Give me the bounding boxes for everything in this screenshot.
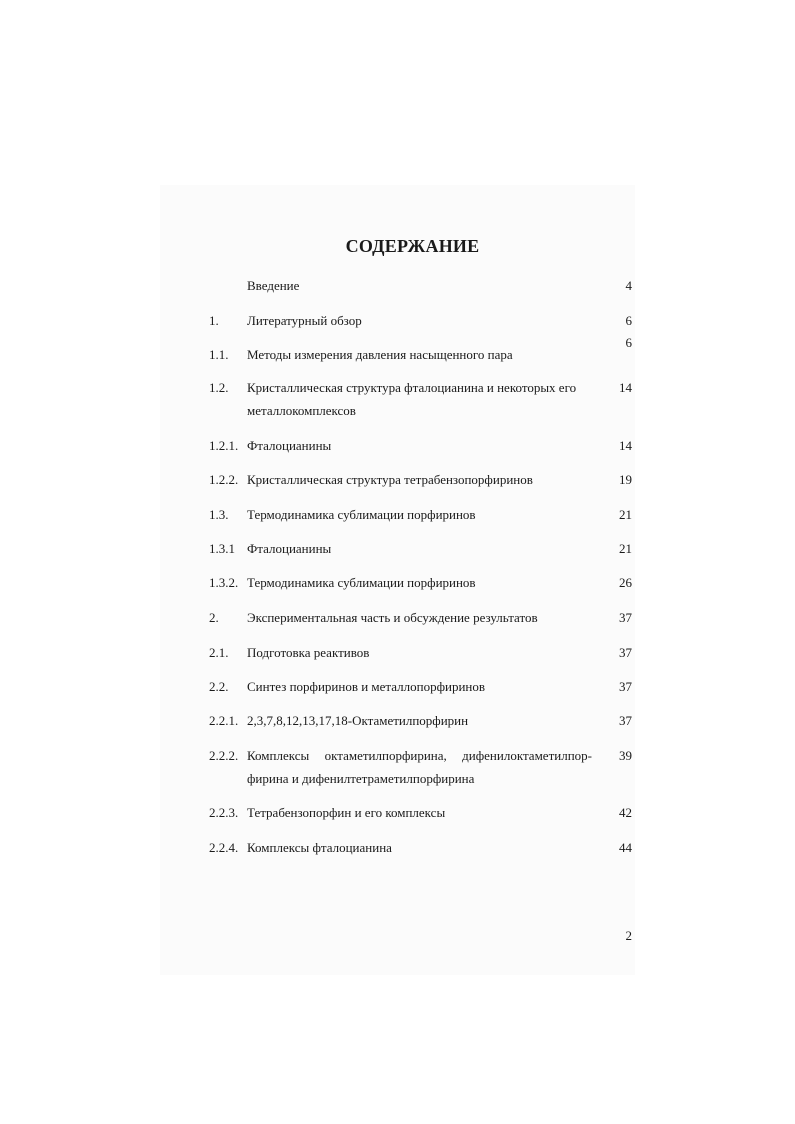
toc-entry-number: 1.2.1. bbox=[209, 438, 239, 453]
toc-entry-number: 1. bbox=[209, 313, 219, 328]
toc-entry-number: 2. bbox=[209, 610, 219, 625]
toc-entry-page: 21 bbox=[619, 541, 632, 556]
toc-entry-number: 1.1. bbox=[209, 347, 229, 362]
toc-entry-title bbox=[247, 606, 592, 629]
toc-entry-number: 2.1. bbox=[209, 645, 229, 660]
toc-entry-page: 4 bbox=[625, 278, 632, 293]
toc-entry-page: 37 bbox=[619, 645, 632, 660]
toc-entry-title bbox=[247, 571, 592, 594]
toc-entry-title-line: Термодинамика сублимации порфиринов bbox=[247, 575, 476, 590]
toc-entry-title bbox=[247, 376, 592, 422]
toc-entry-page: 39 bbox=[619, 748, 632, 763]
page-title: СОДЕРЖАНИЕ bbox=[345, 236, 480, 256]
toc-entry-page: 19 bbox=[619, 472, 632, 487]
toc-entry-title bbox=[247, 836, 592, 859]
toc-entry-title bbox=[247, 309, 592, 332]
toc-entry-page: 42 bbox=[619, 805, 632, 820]
toc-entry-title bbox=[247, 537, 592, 560]
toc-entry-title-line: Комплексы фталоцианина bbox=[247, 840, 392, 855]
toc-entry-title-line: Кристаллическая структура фталоцианина и некоторых его bbox=[247, 380, 577, 395]
toc-entry-number: 1.3. bbox=[209, 507, 229, 522]
toc-entry-number: 2.2.2. bbox=[209, 748, 239, 763]
toc-entry-page: 44 bbox=[619, 840, 632, 855]
toc-entry-title-line: Кристаллическая структура тетрабензопорфиринов bbox=[247, 472, 533, 487]
toc-entry-title bbox=[247, 434, 592, 457]
toc-entry-page: 26 bbox=[619, 575, 632, 590]
toc-entry-title bbox=[247, 274, 592, 297]
toc-entry-title-line: Синтез порфиринов и металлопорфиринов bbox=[247, 679, 486, 694]
toc-entry-title-line: Введение bbox=[247, 278, 300, 293]
toc-entry-number: 2.2.3. bbox=[209, 805, 239, 820]
toc-entry-page: 37 bbox=[619, 713, 632, 728]
toc-entry-number: 1.2.2. bbox=[209, 472, 239, 487]
toc-entry-number: 1.3.1 bbox=[209, 541, 235, 556]
toc-entry-number: 2.2.1. bbox=[209, 713, 239, 728]
toc-entry-page: 6 bbox=[625, 335, 632, 350]
toc-entry-page: 21 bbox=[619, 507, 632, 522]
page-number: 2 bbox=[625, 928, 632, 943]
toc-entry-title bbox=[247, 709, 592, 732]
toc-entry-title-line: Термодинамика сублимации порфиринов bbox=[247, 507, 476, 522]
toc-entry-title bbox=[247, 641, 592, 664]
toc-entry-page: 37 bbox=[619, 679, 632, 694]
toc-entry-title-line: фирина и дифенилтетраметилпорфирина bbox=[247, 771, 475, 786]
toc-entry-number: 2.2. bbox=[209, 679, 229, 694]
toc-entry-page: 37 bbox=[619, 610, 632, 625]
toc-entry-title-line: металлокомплексов bbox=[247, 403, 356, 418]
toc-entry-title bbox=[247, 468, 592, 491]
toc-entry-title bbox=[247, 675, 592, 698]
toc-entry-title-line: Тетрабензопорфин и его комплексы bbox=[247, 805, 446, 820]
toc-entry-title-line: Комплексы октаметилпорфирина, дифенилоктаметилпор- bbox=[247, 748, 592, 763]
toc-entry-number: 1.3.2. bbox=[209, 575, 239, 590]
toc-entry-title bbox=[247, 744, 592, 790]
toc-entry-title-line: Методы измерения давления насыщенного пара bbox=[247, 347, 513, 362]
toc-entry-page: 14 bbox=[619, 438, 632, 453]
toc-entry-page: 6 bbox=[625, 313, 632, 328]
toc-entry-title-line: Фталоцианины bbox=[247, 438, 332, 453]
toc-entry-title-line: Экспериментальная часть и обсуждение результатов bbox=[247, 610, 538, 625]
toc-entry-number: 2.2.4. bbox=[209, 840, 239, 855]
toc-entry-title-line: Фталоцианины bbox=[247, 541, 332, 556]
toc-entry-title bbox=[247, 801, 592, 824]
toc-entry-page: 14 bbox=[619, 380, 632, 395]
toc-entry-title-line: Литературный обзор bbox=[247, 313, 362, 328]
toc-entry-title bbox=[247, 343, 592, 366]
toc-entry-title bbox=[247, 503, 592, 526]
toc-entry-number: 1.2. bbox=[209, 380, 229, 395]
toc-entry-title-line: 2,3,7,8,12,13,17,18-Октаметилпорфирин bbox=[247, 713, 469, 728]
toc-entry-title-line: Подготовка реактивов bbox=[247, 645, 370, 660]
